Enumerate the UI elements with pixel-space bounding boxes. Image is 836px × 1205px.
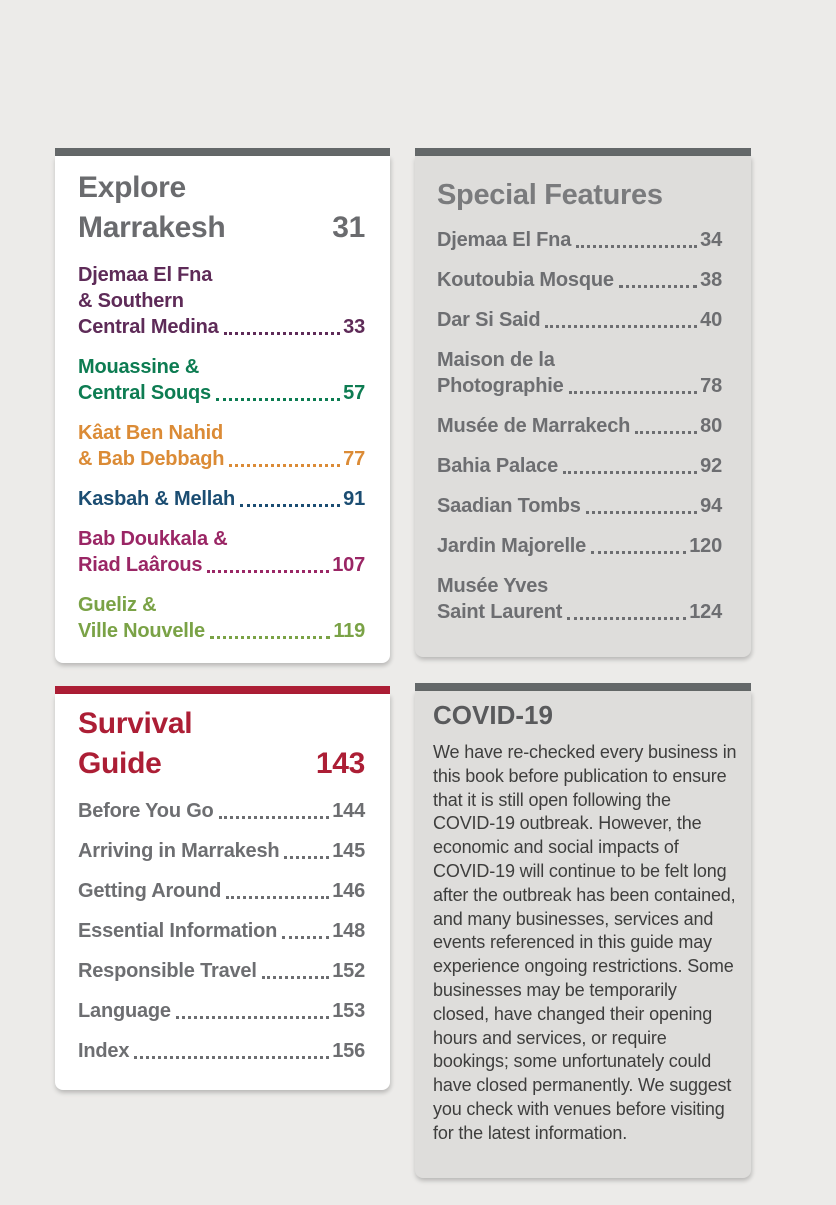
toc-entry-label: Kasbah & Mellah <box>78 488 236 510</box>
toc-entry-page: 33 <box>343 316 365 338</box>
toc-entry-page: 124 <box>689 601 722 623</box>
leader-dots <box>229 464 340 467</box>
toc-entry-kaat-bab-debbagh <box>78 420 365 472</box>
covid-title: COVID-19 <box>433 700 553 730</box>
toc-entry-label: Responsible Travel <box>78 960 257 982</box>
toc-entry-essential-information <box>78 918 365 944</box>
toc-entry-responsible-travel <box>78 958 365 984</box>
leader-dots <box>219 816 330 819</box>
toc-entry-djemaa-el-fna <box>437 227 722 253</box>
leader-dots <box>591 551 686 554</box>
toc-entry-page: 57 <box>343 382 365 404</box>
toc-entry-line: Kâat Ben Nahid <box>78 422 224 444</box>
toc-entry-dar-si-said <box>437 307 722 333</box>
toc-entry-page: 156 <box>332 1040 365 1062</box>
toc-entry-label: Arriving in Marrakesh <box>78 840 280 862</box>
toc-entry-page: 120 <box>689 535 722 557</box>
special-features-card <box>415 148 751 657</box>
toc-entry-line: Musée Yves <box>437 575 549 597</box>
card-top-bar <box>55 686 390 694</box>
toc-entry-page: 78 <box>700 375 722 397</box>
survival-title-line2 <box>78 744 365 784</box>
survival-title-text: Guide <box>78 747 162 780</box>
leader-dots <box>567 617 686 620</box>
toc-entry-page: 80 <box>700 415 722 437</box>
toc-entry-label: Central Medina <box>78 316 219 338</box>
leader-dots <box>226 896 329 899</box>
toc-entry-page: 119 <box>333 620 365 642</box>
toc-entry-page: 38 <box>700 269 722 291</box>
survival-guide-card <box>55 686 390 1090</box>
leader-dots <box>207 570 329 573</box>
leader-dots <box>282 936 329 939</box>
toc-entry-page: 148 <box>332 920 365 942</box>
toc-entry-page: 146 <box>332 880 365 902</box>
toc-entry-page: 107 <box>332 554 365 576</box>
toc-entry-page: 77 <box>343 448 365 470</box>
leader-dots <box>569 391 698 394</box>
toc-entry-label: Bahia Palace <box>437 455 559 477</box>
toc-entry-page: 145 <box>332 840 365 862</box>
toc-entry-page: 94 <box>700 495 722 517</box>
toc-entry-bahia-palace <box>437 453 722 479</box>
toc-entry-page: 92 <box>700 455 722 477</box>
explore-page-number: 31 <box>332 211 365 244</box>
explore-title-text: Marrakesh <box>78 211 226 244</box>
toc-entry-page: 40 <box>700 309 722 331</box>
special-features-card-body <box>415 156 751 657</box>
toc-entry-gueliz-ville-nouvelle <box>78 592 365 644</box>
leader-dots <box>563 471 697 474</box>
toc-entry-musee-marrakech <box>437 413 722 439</box>
toc-entry-label: Before You Go <box>78 800 214 822</box>
leader-dots <box>576 245 697 248</box>
explore-title-line2 <box>78 208 365 248</box>
covid-card-body <box>415 691 751 1178</box>
toc-entry-label: Koutoubia Mosque <box>437 269 614 291</box>
toc-entry-label: & Bab Debbagh <box>78 448 225 470</box>
explore-title-line1: Explore <box>78 171 186 204</box>
leader-dots <box>210 636 330 639</box>
toc-entry-label: Jardin Majorelle <box>437 535 587 557</box>
toc-entry-page: 152 <box>332 960 365 982</box>
card-top-bar <box>415 148 751 156</box>
toc-entry-koutoubia-mosque <box>437 267 722 293</box>
toc-entry-arriving-in-marrakesh <box>78 838 365 864</box>
leader-dots <box>619 285 697 288</box>
toc-entry-page: 34 <box>700 229 722 251</box>
toc-entry-line: Djemaa El Fna <box>78 264 213 286</box>
toc-entry-label: Ville Nouvelle <box>78 620 205 642</box>
survival-title-line1: Survival <box>78 707 193 740</box>
survival-page-number: 143 <box>315 747 365 780</box>
special-features-title: Special Features <box>437 179 663 211</box>
toc-entry-page: 153 <box>332 1000 365 1022</box>
card-top-bar <box>415 683 751 691</box>
leader-dots <box>224 332 341 335</box>
toc-entry-label: Index <box>78 1040 130 1062</box>
toc-entry-djemaa-southern-medina <box>78 262 365 340</box>
toc-entry-label: Dar Si Said <box>437 309 541 331</box>
leader-dots <box>216 398 340 401</box>
toc-entry-jardin-majorelle <box>437 533 722 559</box>
toc-entry-maison-photographie <box>437 347 722 399</box>
leader-dots <box>586 511 697 514</box>
leader-dots <box>635 431 697 434</box>
toc-entry-line: Maison de la <box>437 349 555 371</box>
toc-entry-getting-around <box>78 878 365 904</box>
toc-entry-label: Photographie <box>437 375 564 397</box>
toc-entry-label: Saadian Tombs <box>437 495 581 517</box>
toc-entry-label: Language <box>78 1000 171 1022</box>
toc-entry-before-you-go <box>78 798 365 824</box>
toc-entry-mouassine-souqs <box>78 354 365 406</box>
leader-dots <box>240 504 340 507</box>
toc-entry-label: Musée de Marrakech <box>437 415 631 437</box>
toc-entry-index <box>78 1038 365 1064</box>
toc-entry-label: Essential Information <box>78 920 278 942</box>
toc-entry-line: & Southern <box>78 290 184 312</box>
survival-guide-card-body <box>55 694 390 1090</box>
explore-card <box>55 148 390 663</box>
leader-dots <box>262 976 330 979</box>
explore-title <box>78 168 365 248</box>
explore-card-body <box>55 156 390 663</box>
toc-entry-label: Djemaa El Fna <box>437 229 572 251</box>
card-top-bar <box>55 148 390 156</box>
toc-entry-page: 144 <box>332 800 365 822</box>
toc-entry-saadian-tombs <box>437 493 722 519</box>
toc-entry-line: Gueliz & <box>78 594 157 616</box>
toc-entry-line: Mouassine & <box>78 356 200 378</box>
leader-dots <box>284 856 329 859</box>
leader-dots <box>176 1016 329 1019</box>
toc-entry-label: Riad Laârous <box>78 554 203 576</box>
covid-card <box>415 683 751 1178</box>
toc-entry-language <box>78 998 365 1024</box>
survival-guide-title <box>78 704 365 784</box>
toc-entry-label: Saint Laurent <box>437 601 563 623</box>
toc-entry-page: 91 <box>343 488 365 510</box>
leader-dots <box>545 325 697 328</box>
leader-dots <box>134 1056 329 1059</box>
toc-entry-label: Getting Around <box>78 880 222 902</box>
toc-entry-line: Bab Doukkala & <box>78 528 228 550</box>
toc-entry-kasbah-mellah <box>78 486 365 512</box>
toc-entry-bab-doukkala-riad <box>78 526 365 578</box>
toc-entry-label: Central Souqs <box>78 382 211 404</box>
covid-body-text: We have re-checked every business in this book before publication to ensure that it is still open following the COVID-19 outbreak. However, the economic and social impacts of COVID-19 will continue to be felt long after the outbreak has been contained, and many businesses, services and events referenced in this guide may experience ongoing restrictions. Some businesses may be temporarily closed, have changed their opening hours and services, or require bookings; some unfortunately could have closed permanently. We suggest you check with venues before visiting for the latest information. <box>433 742 737 1143</box>
toc-entry-musee-yves-saint-laurent <box>437 573 722 625</box>
